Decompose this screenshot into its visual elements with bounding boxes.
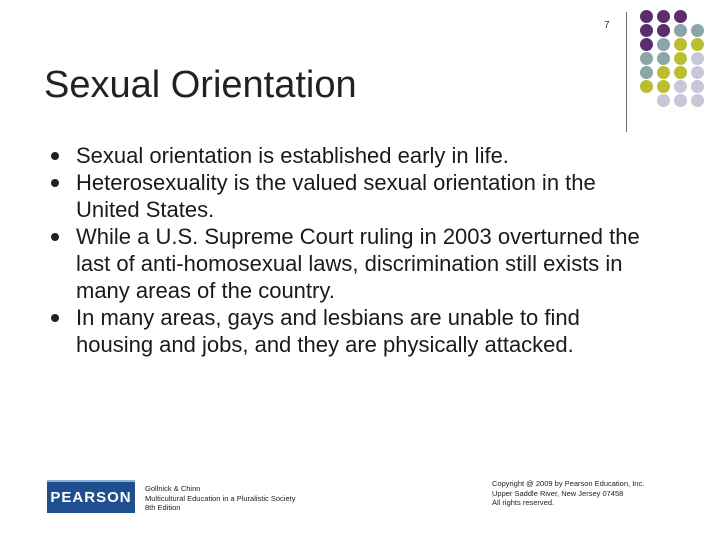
decorative-dot [674,94,687,107]
decorative-dot [674,38,687,51]
decorative-dot [657,24,670,37]
decorative-dot [640,94,653,107]
decorative-dot [691,24,704,37]
decorative-dot [691,66,704,79]
decorative-dot [674,52,687,65]
book-info [145,484,295,513]
decorative-dot [691,94,704,107]
header-divider [626,12,627,132]
decorative-dot [657,80,670,93]
list-item [48,223,648,304]
bullet-icon [51,233,59,241]
list-item [48,169,648,223]
bullet-text: Sexual orientation is established early in life. [76,143,509,168]
decorative-dot [640,38,653,51]
decorative-dot [691,38,704,51]
bullet-text: In many areas, gays and lesbians are unable to find housing and jobs, and they are physically attacked. [76,305,580,357]
bullet-text: Heterosexuality is the valued sexual orientation in the United States. [76,170,596,222]
copyright-line: All rights reserved. [492,498,555,507]
decorative-dot [657,94,670,107]
copyright-line: Copyright @ 2009 by Pearson Education, Inc. [492,479,645,488]
decorative-dot [657,66,670,79]
list-item [48,304,648,358]
decorative-dot [640,80,653,93]
decorative-dot [657,38,670,51]
bullet-icon [51,314,59,322]
decorative-dot [640,24,653,37]
page-title: Sexual Orientation [44,64,357,106]
decorative-dot [691,52,704,65]
book-title: Multicultural Education in a Pluralistic Society [145,493,296,503]
decorative-dot [674,80,687,93]
bullet-icon [51,179,59,187]
decorative-dot [640,10,653,23]
bullet-list [48,142,648,358]
bullet-icon [51,152,59,160]
decorative-dot [640,52,653,65]
decorative-dot [657,52,670,65]
bullet-text: While a U.S. Supreme Court ruling in 2003 overturned the last of anti-homosexual laws, discrimination still exists in many areas of the country. [76,224,640,303]
list-item [48,142,648,169]
book-authors: Gollnick & Chinn [145,484,201,493]
slide-number: 7 [604,20,610,31]
decorative-dot [640,66,653,79]
decorative-dot [691,10,704,23]
book-edition: 8th Edition [145,503,181,512]
pearson-logo: PEARSON [47,480,135,513]
decorative-dot-grid [640,10,705,108]
decorative-dot [674,66,687,79]
decorative-dot [674,10,687,23]
decorative-dot [674,24,687,37]
copyright-notice [492,479,644,508]
copyright-line: Upper Saddle River, New Jersey 07458 [492,488,624,498]
decorative-dot [657,10,670,23]
decorative-dot [691,80,704,93]
